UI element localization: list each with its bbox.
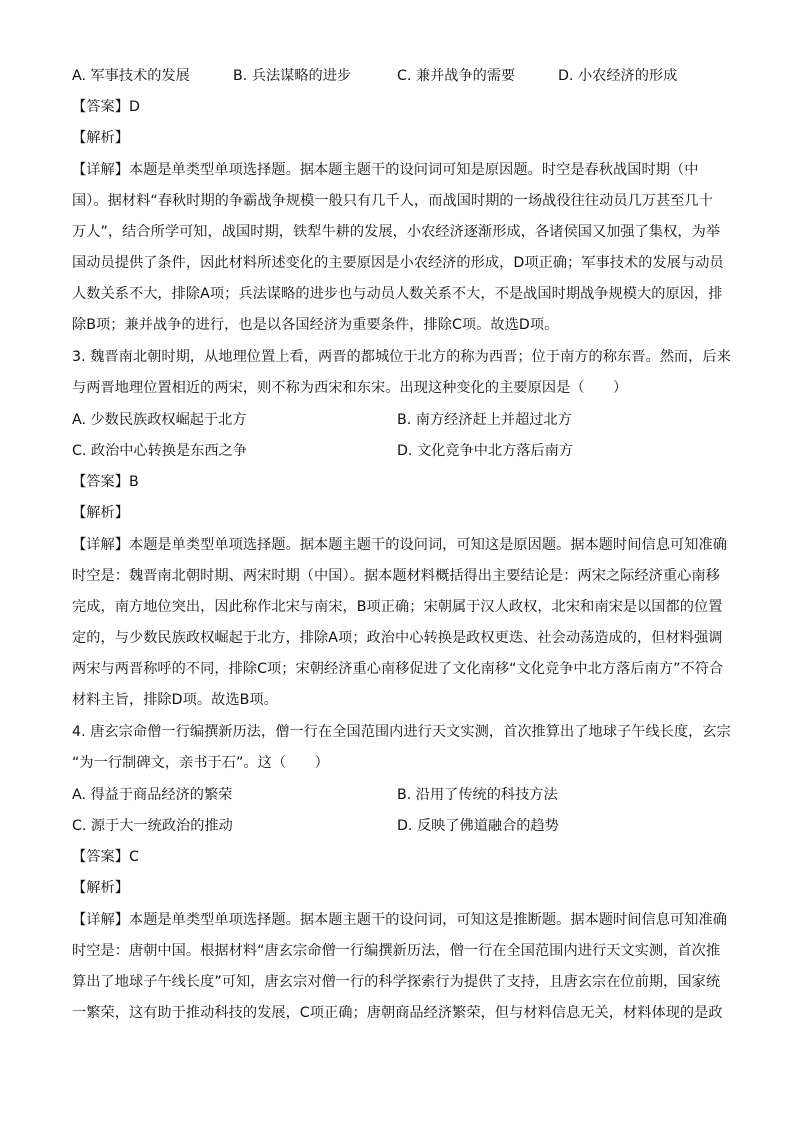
- q4-analysis-label: 【解析】: [72, 880, 129, 896]
- q3-detail-line: 【详解】本题是单类型单项选择题。据本题主题干的设问词，可知这是原因题。据本题时间信息可知准确: [72, 537, 727, 553]
- q3-detail-line: 完成，南方地位突出，因此称作北宋与南宋，B项正确；宋朝属于汉人政权，北宋和南宋是以国都的位置: [72, 599, 723, 615]
- q2-option-b: B. 兵法谋略的进步: [233, 68, 352, 84]
- q3-detail-line: 材料主旨，排除D项。故选B项。: [72, 692, 278, 708]
- q3-stem-line: 与两晋地理位置相近的两宋，则不称为西宋和东宋。出现这种变化的主要原因是（ ）: [72, 380, 628, 396]
- q3-analysis-label: 【解析】: [72, 505, 129, 521]
- q4-detail-line: 一繁荣，这有助于推动科技的发展，C项正确；唐朝商品经济繁荣，但与材料信息无关，材料体现的是政: [72, 1005, 723, 1021]
- q4-detail-line: 算出了地球子午线长度”可知，唐玄宗对僧一行的科学探索行为提供了支持，且唐玄宗在位前期，国家统: [72, 974, 721, 990]
- q2-detail-line: 国）。据材料“春秋时期的争霸战争规模一般只有几千人，而战国时期的一场战役往往动员几万甚至几十: [72, 193, 713, 209]
- q3-option-c: C. 政治中心转换是东西之争: [72, 443, 247, 459]
- q3-detail-line: 两宋与两晋称呼的不同，排除C项；宋朝经济重心南移促进了文化南移“文化竞争中北方落后南方”不符合: [72, 661, 724, 677]
- q2-detail-line: 万人”，结合所学可知，战国时期，铁犁牛耕的发展，小农经济逐渐形成，各诸侯国又加强了集权，为举: [72, 224, 721, 240]
- q2-analysis-label: 【解析】: [72, 130, 129, 146]
- q2-option-c: C. 兼并战争的需要: [397, 68, 516, 84]
- q3-stem-line: 3. 魏晋南北朝时期，从地理位置上看，两晋的都城位于北方的称为西晋；位于南方的称东晋。然而，后来: [72, 349, 731, 365]
- q2-detail-line: 【详解】本题是单类型单项选择题。据本题主题干的设问词可知是原因题。时空是春秋战国时期（中: [72, 162, 699, 178]
- q4-option-d: D. 反映了佛道融合的趋势: [397, 818, 559, 834]
- q4-option-c: C. 源于大一统政治的推动: [72, 818, 233, 834]
- q4-stem-line: 4. 唐玄宗命僧一行编撰新历法，僧一行在全国范围内进行天文实测，首次推算出了地球子午线长度，玄宗: [72, 724, 731, 740]
- q3-detail-line: 定的，与少数民族政权崛起于北方，排除A项；政治中心转换是政权更迭、社会动荡造成的，但材料强调: [72, 630, 723, 646]
- q3-option-d: D. 文化竞争中北方落后南方: [397, 443, 574, 459]
- q4-answer: 【答案】C: [72, 849, 139, 865]
- q2-detail-line: 人数关系不大，排除A项；兵法谋略的进步也与动员人数关系不大，不是战国时期战争规模大的原因，排: [72, 286, 723, 302]
- q2-option-d: D. 小农经济的形成: [558, 68, 678, 84]
- q4-option-a: A. 得益于商品经济的繁荣: [72, 787, 233, 803]
- q4-stem-line: “为一行制碑文，亲书于石”。这（ ）: [72, 755, 329, 771]
- q3-option-a: A. 少数民族政权崛起于北方: [72, 412, 247, 428]
- q3-detail-line: 时空是：魏晋南北朝时期、两宋时期（中国）。据本题材料概括得出主要结论是：两宋之际经济重心南移: [72, 568, 720, 584]
- q2-detail-line: 除B项；兼并战争的进行，也是以各国经济为重要条件，排除C项。故选D项。: [72, 317, 559, 333]
- q3-option-b: B. 南方经济赶上并超过北方: [397, 412, 572, 428]
- q2-detail-line: 国动员提供了条件，因此材料所述变化的主要原因是小农经济的形成，D项正确；军事技术的发展与动员: [72, 255, 724, 271]
- q2-option-a: A. 军事技术的发展: [72, 68, 190, 84]
- q4-option-b: B. 沿用了传统的科技方法: [397, 787, 558, 803]
- q4-detail-line: 时空是：唐朝中国。根据材料“唐玄宗命僧一行编撰新历法，僧一行在全国范围内进行天文实测，首次推: [72, 943, 721, 959]
- q3-answer: 【答案】B: [72, 474, 139, 490]
- q2-answer: 【答案】D: [72, 99, 140, 115]
- q4-detail-line: 【详解】本题是单类型单项选择题。据本题主题干的设问词，可知这是推断题。据本题时间信息可知准确: [72, 912, 727, 928]
